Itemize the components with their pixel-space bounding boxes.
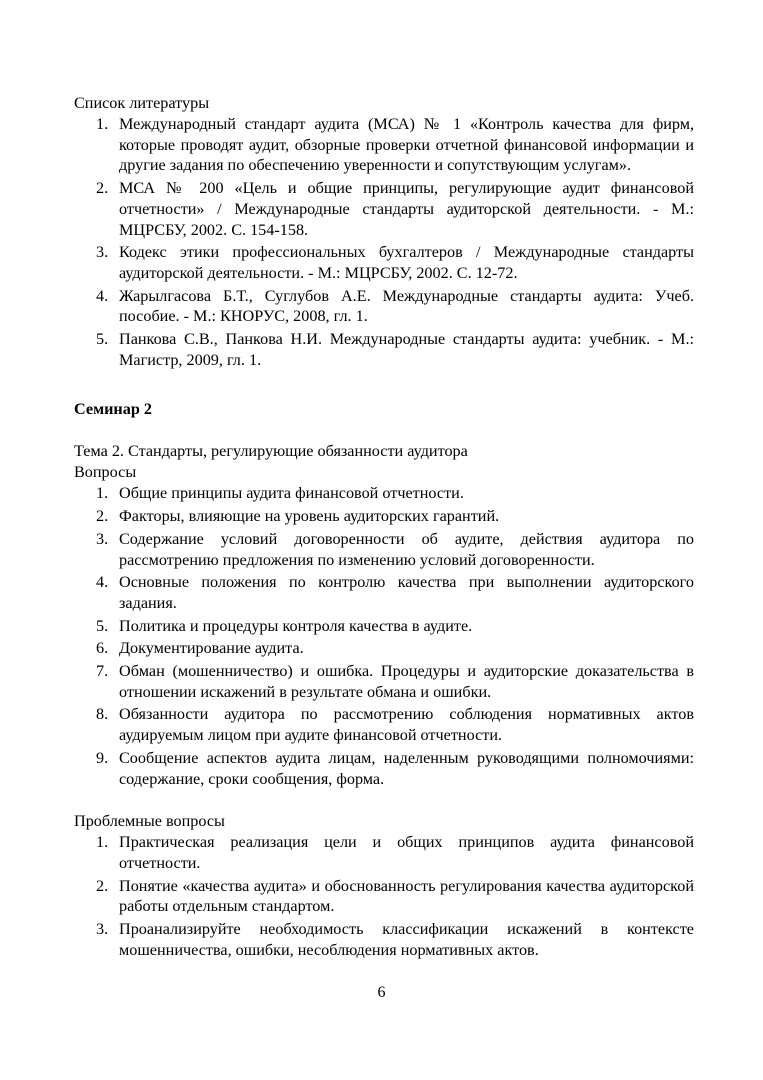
item-text: Содержание условий договоренности об аудите, действия аудитора по рассмотрению предложения по изменению условий договоренности. [119,529,694,569]
item-number: 5. [96,616,109,635]
item-text: Жарылгасова Б.Т., Суглубов А.Е. Международные стандарты аудита: Учеб. пособие. - М.: КНОРУС, 2008, гл. 1. [119,286,694,326]
item-number: 2. [96,179,109,198]
item-number: 2. [96,876,109,895]
item-text: Понятие «качества аудита» и обоснованность регулирования качества аудиторской работы отдельным стандартом. [119,876,694,916]
references-heading: Список литературы [74,94,210,112]
question-item [74,748,694,789]
item-text: Основные положения по контролю качества при выполнении аудиторского задания. [119,573,694,612]
item-number: 5. [96,330,109,349]
item-number: 1. [96,115,109,133]
reference-item [74,286,694,327]
page-content [74,93,694,963]
seminar-title: Семинар 2 [74,400,152,419]
item-text: МСА № 200 «Цель и общие принципы, регулирующие аудит финансовой отчетности» / Международные стандарты аудиторской деятельности. - М.: МЦРСБУ, 2002. С. 154-158. [119,179,694,239]
question-item [74,704,694,745]
problems-heading: Проблемные вопросы [74,812,225,831]
item-number: 1. [96,484,109,503]
item-text: Факторы, влияющие на уровень аудиторских гарантий. [119,507,500,526]
item-text: Практическая реализация цели и общих принципов аудита финансовой отчетности. [119,833,694,872]
problems-list [74,832,694,960]
reference-item [74,242,694,283]
item-number: 7. [96,662,109,681]
question-item [74,506,694,527]
item-text: Обязанности аудитора по рассмотрению соблюдения нормативных актов аудируемым лицом при аудите финансовой отчетности. [119,705,694,745]
item-number: 3. [96,920,109,939]
item-text: Международный стандарт аудита (МСА) № 1 «Контроль качества для фирм, которые проводят аудит, обзорные проверки отчетной финансовой информации и другие задания по обеспечению уверенности и сопутствующим услугам». [119,115,694,175]
item-number: 4. [96,286,109,305]
problem-item [74,919,694,960]
item-number: 2. [96,507,109,526]
item-text: Проанализируйте необходимость классификации искажений в контексте мошенничества, ошибки, несоблюдения нормативных актов. [119,920,694,959]
questions-list [74,483,694,789]
item-text: Сообщение аспектов аудита лицам, наделенным руководящими полномочиями: содержание, сроки сообщения, форма. [119,748,694,788]
page-number: 6 [377,984,386,1001]
section-spacer [74,791,694,811]
item-number: 3. [96,529,109,548]
references-list [74,114,694,370]
item-number: 6. [96,639,109,658]
item-text: Обман (мошенничество) и ошибка. Процедуры и аудиторские доказательства в отношении искажений в результате обмана и ошибки. [119,662,694,701]
question-item [74,572,694,613]
questions-heading: Вопросы [74,463,137,482]
item-number: 1. [96,833,109,852]
reference-item [74,178,694,240]
item-text: Документирование аудита. [119,639,304,658]
question-item [74,638,694,659]
item-text: Панкова С.В., Панкова Н.И. Международные стандарты аудита: учебник. - М.: Магистр, 2009, гл. 1. [119,330,694,369]
item-number: 4. [96,573,109,592]
question-item [74,616,694,637]
problem-item [74,876,694,917]
item-number: 8. [96,705,109,724]
reference-item [74,114,694,176]
problem-item [74,832,694,873]
item-text: Политика и процедуры контроля качества в аудите. [119,616,473,635]
item-number: 3. [96,243,109,262]
item-text: Общие принципы аудита финансовой отчетности. [119,484,464,503]
item-text: Кодекс этики профессиональных бухгалтеров / Международные стандарты аудиторской деятельности. - М.: МЦРСБУ, 2002. С. 12-72. [119,243,694,282]
item-number: 9. [96,748,109,767]
reference-item [74,329,694,370]
question-item [74,529,694,570]
topic-title: Тема 2. Стандарты, регулирующие обязанности аудитора [74,442,468,461]
question-item [74,661,694,702]
question-item [74,483,694,504]
